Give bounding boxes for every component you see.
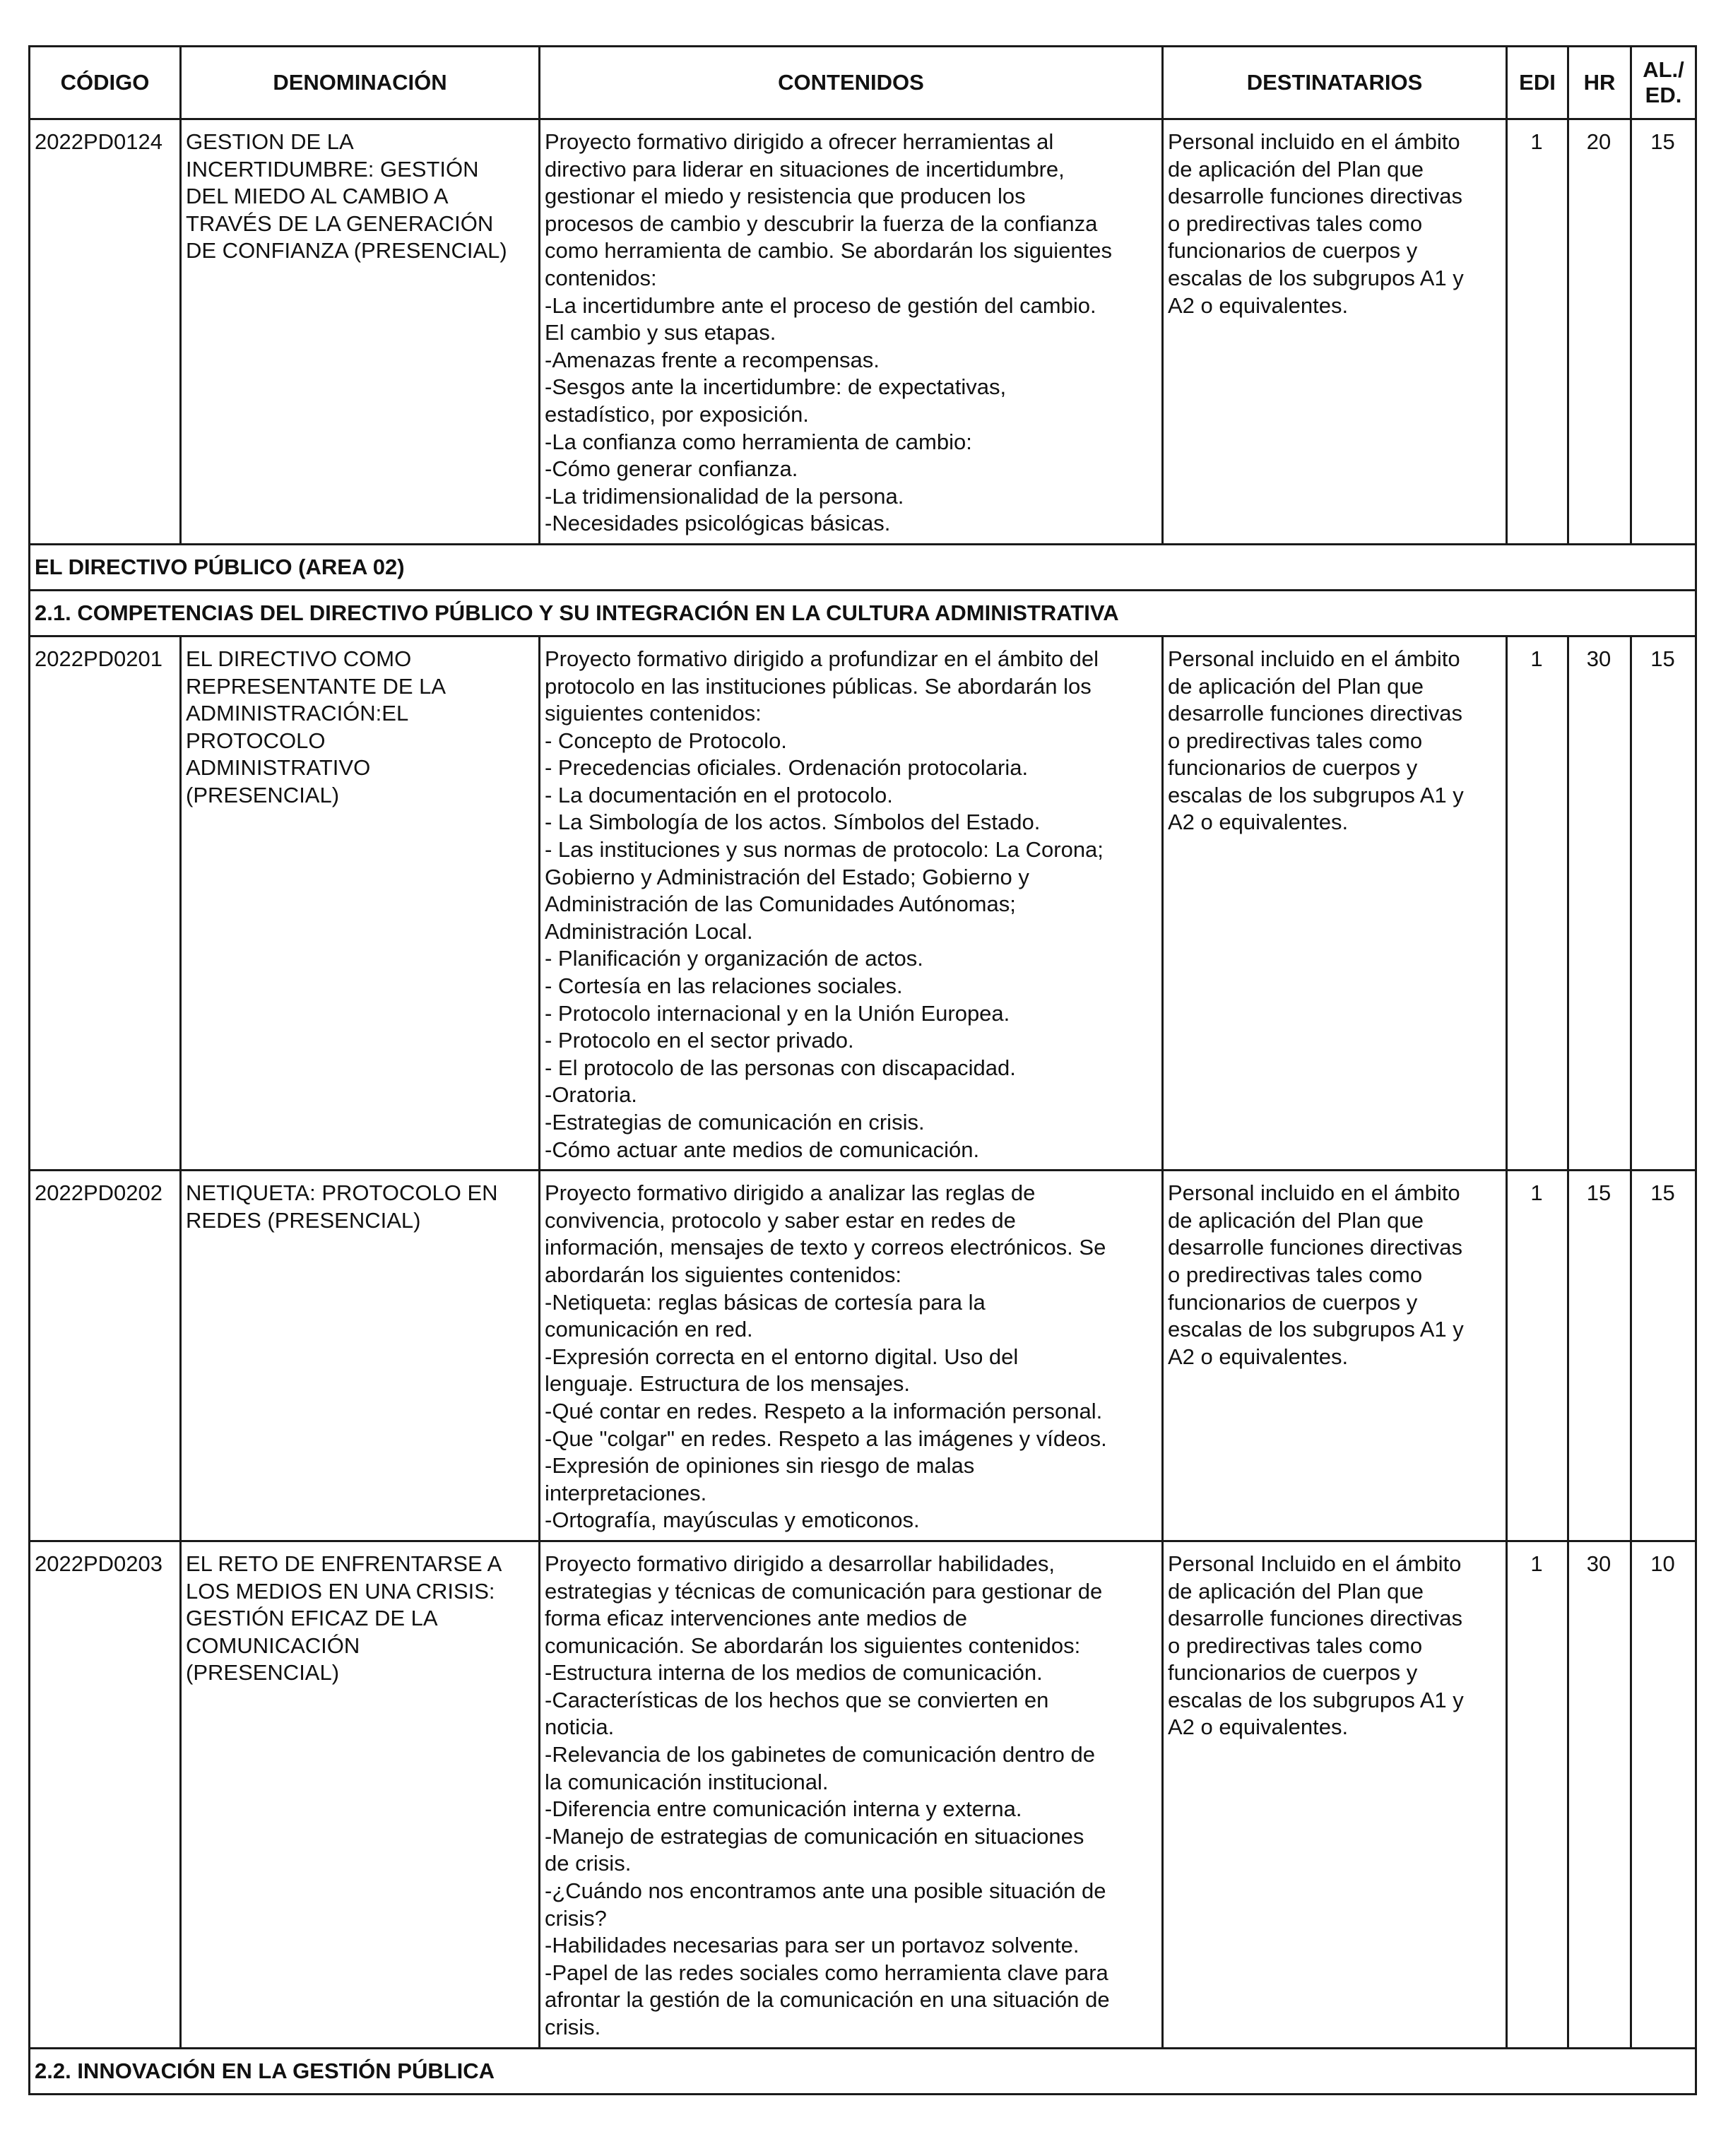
contenidos-line: -Expresión de opiniones sin riesgo de malas [545, 1453, 975, 1479]
denominacion-line: ADMINISTRATIVO [186, 755, 371, 781]
contenidos-line: -Manejo de estrategias de comunicación en situaciones [545, 1823, 1084, 1849]
destinatarios-line: o predirectivas tales como [1168, 728, 1423, 753]
header-denominacion: DENOMINACIÓN [181, 47, 540, 119]
destinatarios-line: o predirectivas tales como [1168, 1633, 1423, 1658]
course-al-ed: 15 [1631, 636, 1696, 1170]
denominacion-line: INCERTIDUMBRE: GESTIÓN [186, 156, 479, 182]
contenidos-line: -Características de los hechos que se convierten en [545, 1687, 1049, 1712]
denominacion-line: PROTOCOLO [186, 728, 326, 753]
contenidos-line: -Estrategias de comunicación en crisis. [545, 1110, 925, 1135]
course-edi: 1 [1507, 1171, 1568, 1541]
header-hr: HR [1568, 47, 1631, 119]
course-denominacion [181, 636, 540, 1170]
destinatarios-line: A2 o equivalentes. [1168, 1714, 1349, 1740]
contenidos-line: - Planificación y organización de actos. [545, 946, 923, 971]
contenidos-line: la comunicación institucional. [545, 1769, 829, 1794]
denominacion-line: REPRESENTANTE DE LA [186, 673, 446, 699]
contenidos-line: - La Simbología de los actos. Símbolos del Estado. [545, 810, 1041, 835]
contenidos-line: -Relevancia de los gabinetes de comunicación dentro de [545, 1742, 1095, 1767]
contenidos-line: -Expresión correcta en el entorno digital. Uso del [545, 1344, 1019, 1369]
contenidos-line: -Habilidades necesarias para ser un portavoz solvente. [545, 1933, 1080, 1958]
course-edi: 1 [1507, 1541, 1568, 2048]
destinatarios-line: Personal incluido en el ámbito [1168, 646, 1460, 671]
contenidos-line: -Amenazas frente a recompensas. [545, 347, 880, 372]
course-contenidos [540, 636, 1163, 1170]
course-code: 2022PD0124 [30, 119, 181, 545]
contenidos-line: convivencia, protocolo y saber estar en redes de [545, 1207, 1016, 1233]
contenidos-line: comunicación. Se abordarán los siguientes contenidos: [545, 1633, 1081, 1658]
contenidos-line: forma eficaz intervenciones ante medios de [545, 1606, 967, 1631]
header-al-ed-line2: ED. [1645, 83, 1682, 107]
contenidos-line: - El protocolo de las personas con discapacidad. [545, 1055, 1016, 1080]
destinatarios-line: A2 o equivalentes. [1168, 1344, 1349, 1369]
denominacion-line: DEL MIEDO AL CAMBIO A [186, 184, 449, 209]
destinatarios-line: A2 o equivalentes. [1168, 810, 1349, 835]
destinatarios-line: de aplicación del Plan que [1168, 156, 1424, 182]
destinatarios-line: desarrolle funciones directivas [1168, 1606, 1462, 1631]
contenidos-line: - La documentación en el protocolo. [545, 782, 893, 807]
course-hr: 15 [1568, 1171, 1631, 1541]
denominacion-line: (PRESENCIAL) [186, 1660, 340, 1686]
course-al-ed: 15 [1631, 1171, 1696, 1541]
contenidos-line: -La incertidumbre ante el proceso de gestión del cambio. [545, 292, 1096, 318]
contenidos-line: Proyecto formativo dirigido a analizar las reglas de [545, 1180, 1036, 1206]
destinatarios-line: de aplicación del Plan que [1168, 1578, 1424, 1604]
contenidos-line: - Concepto de Protocolo. [545, 728, 787, 753]
contenidos-line: como herramienta de cambio. Se abordarán los siguientes [545, 238, 1113, 263]
header-edi: EDI [1507, 47, 1568, 119]
course-contenidos [540, 1171, 1163, 1541]
destinatarios-line: desarrolle funciones directivas [1168, 1235, 1462, 1260]
contenidos-line: siguientes contenidos: [545, 701, 762, 726]
table-row [30, 636, 1696, 1170]
contenidos-line: lenguaje. Estructura de los mensajes. [545, 1371, 910, 1397]
table-row [30, 1171, 1696, 1541]
contenidos-line: información, mensajes de texto y correos electrónicos. Se [545, 1235, 1106, 1260]
table-row [30, 1541, 1696, 2048]
contenidos-line: -Oratoria. [545, 1082, 637, 1108]
destinatarios-line: funcionarios de cuerpos y [1168, 755, 1418, 781]
contenidos-line: contenidos: [545, 265, 657, 290]
course-al-ed: 15 [1631, 119, 1696, 545]
contenidos-line: -Que "colgar" en redes. Respeto a las imágenes y vídeos. [545, 1426, 1107, 1451]
contenidos-line: comunicación en red. [545, 1317, 753, 1342]
course-al-ed: 10 [1631, 1541, 1696, 2048]
course-edi: 1 [1507, 119, 1568, 545]
destinatarios-line: desarrolle funciones directivas [1168, 184, 1462, 209]
header-codigo: CÓDIGO [30, 47, 181, 119]
contenidos-line: -Sesgos ante la incertidumbre: de expectativas, [545, 374, 1007, 400]
course-hr: 20 [1568, 119, 1631, 545]
denominacion-line: GESTIÓN EFICAZ DE LA [186, 1606, 438, 1631]
contenidos-line: -Cómo generar confianza. [545, 456, 798, 482]
destinatarios-line: Personal incluido en el ámbito [1168, 1180, 1460, 1206]
denominacion-line: EL DIRECTIVO COMO [186, 646, 412, 671]
course-hr: 30 [1568, 1541, 1631, 2048]
header-destinatarios: DESTINATARIOS [1163, 47, 1507, 119]
denominacion-line: NETIQUETA: PROTOCOLO EN [186, 1180, 498, 1206]
destinatarios-line: escalas de los subgrupos A1 y [1168, 1687, 1464, 1712]
denominacion-line: (PRESENCIAL) [186, 782, 340, 807]
destinatarios-line: de aplicación del Plan que [1168, 673, 1424, 699]
denominacion-line: LOS MEDIOS EN UNA CRISIS: [186, 1578, 495, 1604]
header-al-ed [1631, 47, 1696, 119]
contenidos-line: gestionar el miedo y resistencia que producen los [545, 184, 1026, 209]
contenidos-line: - Cortesía en las relaciones sociales. [545, 973, 903, 999]
course-destinatarios [1163, 119, 1507, 545]
denominacion-line: DE CONFIANZA (PRESENCIAL) [186, 238, 507, 263]
destinatarios-line: escalas de los subgrupos A1 y [1168, 782, 1464, 807]
contenidos-line: -Papel de las redes sociales como herramienta clave para [545, 1960, 1108, 1985]
course-denominacion [181, 119, 540, 545]
contenidos-line: -Cómo actuar ante medios de comunicación. [545, 1137, 980, 1162]
section-2-2 [30, 2048, 1696, 2094]
contenidos-line: -Necesidades psicológicas básicas. [545, 511, 891, 536]
denominacion-line: TRAVÉS DE LA GENERACIÓN [186, 211, 494, 236]
courses-table [28, 45, 1697, 2095]
section-title: 2.2. INNOVACIÓN EN LA GESTIÓN PÚBLICA [30, 2048, 1696, 2094]
header-row [30, 47, 1696, 119]
section-title: EL DIRECTIVO PÚBLICO (AREA 02) [30, 544, 1696, 590]
destinatarios-line: escalas de los subgrupos A1 y [1168, 265, 1464, 290]
course-destinatarios [1163, 636, 1507, 1170]
contenidos-line: abordarán los siguientes contenidos: [545, 1262, 901, 1287]
destinatarios-line: funcionarios de cuerpos y [1168, 1660, 1418, 1686]
course-denominacion [181, 1171, 540, 1541]
destinatarios-line: Personal Incluido en el ámbito [1168, 1551, 1462, 1576]
contenidos-line: crisis? [545, 1905, 607, 1931]
contenidos-line: Proyecto formativo dirigido a ofrecer herramientas al [545, 129, 1054, 154]
contenidos-line: protocolo en las instituciones públicas. Se abordarán los [545, 673, 1092, 699]
contenidos-line: El cambio y sus etapas. [545, 320, 776, 345]
contenidos-line: Proyecto formativo dirigido a profundizar en el ámbito del [545, 646, 1099, 671]
destinatarios-line: de aplicación del Plan que [1168, 1207, 1424, 1233]
contenidos-line: -Netiqueta: reglas básicas de cortesía para la [545, 1289, 986, 1315]
contenidos-line: - Protocolo en el sector privado. [545, 1028, 854, 1053]
destinatarios-line: funcionarios de cuerpos y [1168, 238, 1418, 263]
contenidos-line: de crisis. [545, 1851, 632, 1876]
section-2-1 [30, 590, 1696, 636]
destinatarios-line: o predirectivas tales como [1168, 1262, 1423, 1287]
contenidos-line: Proyecto formativo dirigido a desarrollar habilidades, [545, 1551, 1055, 1576]
contenidos-line: estrategias y técnicas de comunicación para gestionar de [545, 1578, 1103, 1604]
course-destinatarios [1163, 1171, 1507, 1541]
contenidos-line: afrontar la gestión de la comunicación en una situación de [545, 1987, 1110, 2013]
destinatarios-line: A2 o equivalentes. [1168, 292, 1349, 318]
denominacion-line: GESTION DE LA [186, 129, 354, 154]
table-row [30, 119, 1696, 545]
contenidos-line: - Las instituciones y sus normas de protocolo: La Corona; [545, 837, 1104, 863]
course-denominacion [181, 1541, 540, 2048]
contenidos-line: directivo para liderar en situaciones de incertidumbre, [545, 156, 1065, 182]
course-hr: 30 [1568, 636, 1631, 1170]
header-contenidos: CONTENIDOS [540, 47, 1163, 119]
contenidos-line: -Qué contar en redes. Respeto a la información personal. [545, 1398, 1103, 1423]
contenidos-line: -La tridimensionalidad de la persona. [545, 483, 904, 509]
destinatarios-line: o predirectivas tales como [1168, 211, 1423, 236]
section-title: 2.1. COMPETENCIAS DEL DIRECTIVO PÚBLICO Y SU INTEGRACIÓN EN LA CULTURA ADMINISTRATIVA [30, 590, 1696, 636]
contenidos-line: Administración de las Comunidades Autónomas; [545, 892, 1016, 917]
destinatarios-line: desarrolle funciones directivas [1168, 701, 1462, 726]
course-edi: 1 [1507, 636, 1568, 1170]
course-code: 2022PD0202 [30, 1171, 181, 1541]
contenidos-line: -¿Cuándo nos encontramos ante una posible situación de [545, 1878, 1106, 1904]
contenidos-line: Gobierno y Administración del Estado; Gobierno y [545, 864, 1029, 889]
contenidos-line: - Precedencias oficiales. Ordenación protocolaria. [545, 755, 1029, 781]
contenidos-line: - Protocolo internacional y en la Unión Europea. [545, 1000, 1010, 1026]
contenidos-line: -Estructura interna de los medios de comunicación. [545, 1660, 1043, 1686]
course-contenidos [540, 119, 1163, 545]
destinatarios-line: escalas de los subgrupos A1 y [1168, 1317, 1464, 1342]
destinatarios-line: funcionarios de cuerpos y [1168, 1289, 1418, 1315]
contenidos-line: -Ortografía, mayúsculas y emoticonos. [545, 1508, 920, 1533]
course-contenidos [540, 1541, 1163, 2048]
denominacion-line: EL RETO DE ENFRENTARSE A [186, 1551, 502, 1576]
contenidos-line: crisis. [545, 2015, 601, 2039]
contenidos-line: estadístico, por exposición. [545, 401, 809, 427]
contenidos-line: -Diferencia entre comunicación interna y externa. [545, 1796, 1022, 1822]
contenidos-line: procesos de cambio y descubrir la fuerza de la confianza [545, 211, 1098, 236]
course-code: 2022PD0203 [30, 1541, 181, 2048]
destinatarios-line: Personal incluido en el ámbito [1168, 129, 1460, 154]
section-area-02 [30, 544, 1696, 590]
contenidos-line: noticia. [545, 1714, 615, 1740]
contenidos-line: interpretaciones. [545, 1480, 707, 1505]
denominacion-line: ADMINISTRACIÓN:EL [186, 701, 409, 726]
denominacion-line: REDES (PRESENCIAL) [186, 1207, 421, 1233]
contenidos-line: Administración Local. [545, 918, 753, 944]
contenidos-line: -La confianza como herramienta de cambio: [545, 429, 972, 454]
denominacion-line: COMUNICACIÓN [186, 1633, 360, 1658]
course-destinatarios [1163, 1541, 1507, 2048]
header-al-ed-line1: AL./ [1643, 57, 1684, 82]
course-code: 2022PD0201 [30, 636, 181, 1170]
